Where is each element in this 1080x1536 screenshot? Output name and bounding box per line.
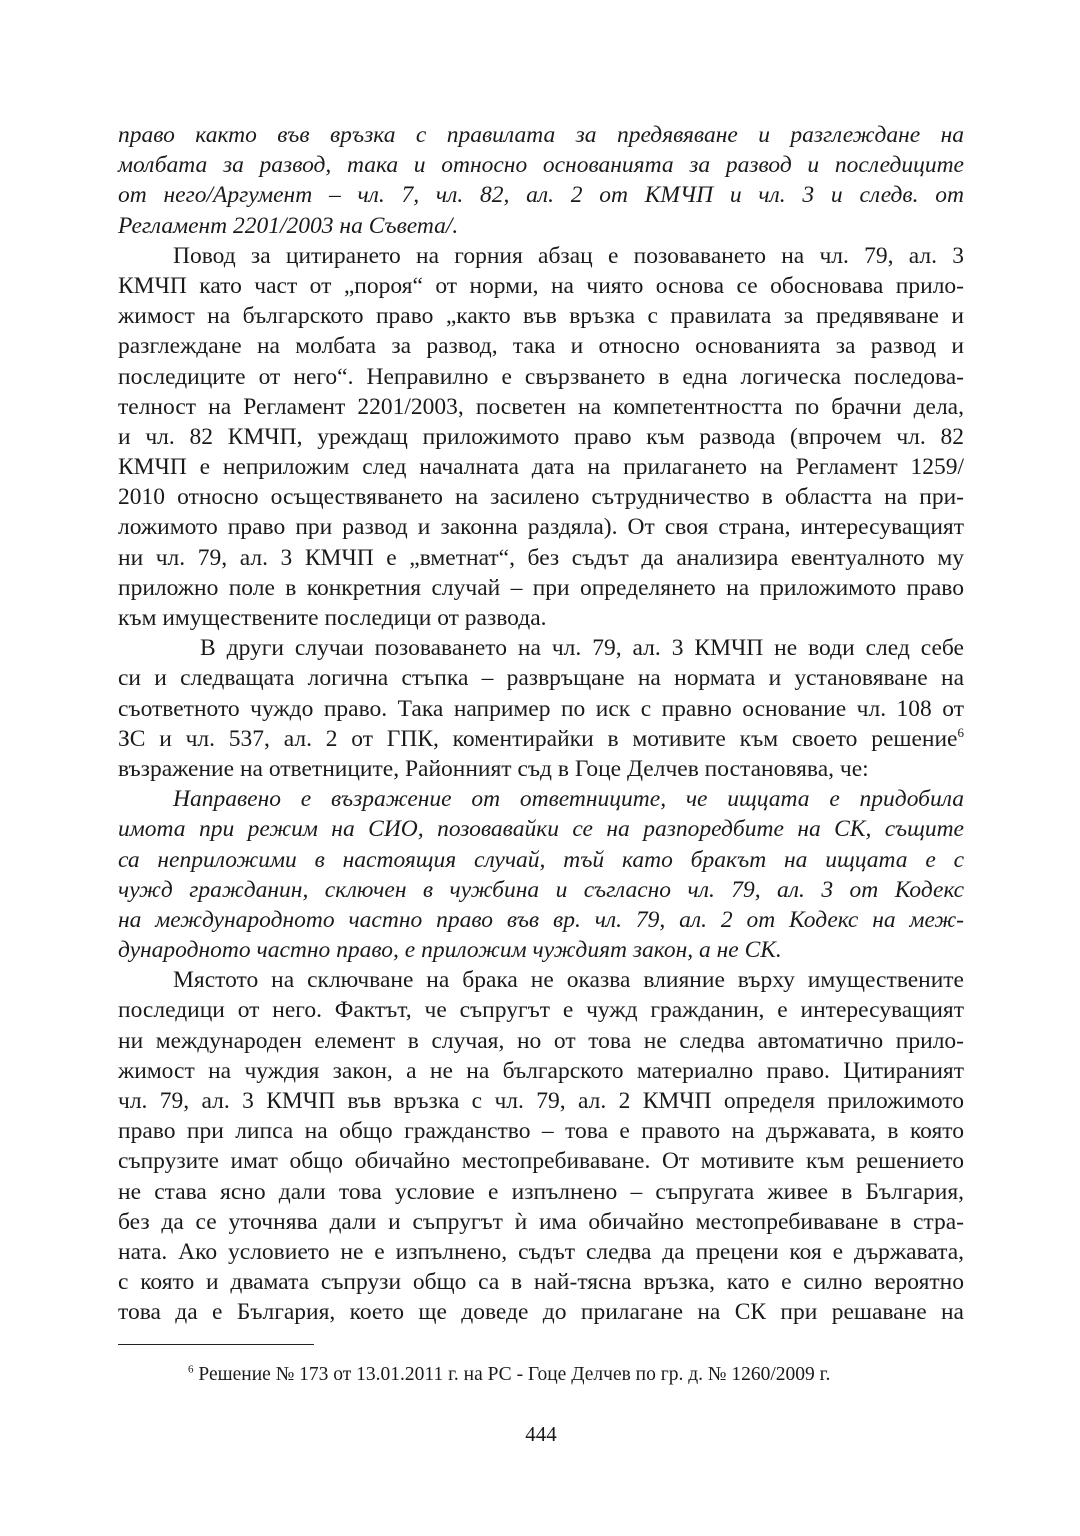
paragraph-1-line: последиците от него“. Неправилно е свързването в една логическа последова- [118, 363, 964, 390]
paragraph-2-line: си и следващата логична стъпка – развръщане на нормата и установяване на [118, 665, 964, 692]
paragraph-3-line: не става ясно дали това условие е изпълнено – съпругата живее в България, [118, 1178, 964, 1205]
paragraph-1-line: ни чл. 79, ал. 3 КМЧП е „вметнат“, без съдът да анализира евентуалното му [118, 544, 964, 571]
paragraph-1-line: ложимото право при развод и законна раздяла). От своя страна, интересуващият [118, 514, 964, 541]
paragraph-1 [118, 241, 964, 633]
paragraph-1-line: КМЧП е неприложим след началната дата на прилагането на Регламент 1259/ [118, 454, 964, 481]
paragraph-1-line: телност на Регламент 2201/2003, посветен на компетентността по брачни дела, [118, 393, 964, 420]
paragraph-3-line: ната. Ако условието не е изпълнено, съдът следва да прецени коя е държавата, [118, 1238, 964, 1265]
paragraph-1-line: и чл. 82 КМЧП, уреждащ приложимото право към развода (впрочем чл. 82 [118, 423, 964, 450]
paragraph-2 [118, 633, 964, 784]
paragraph-2-line: съответното чуждо право. Така например по иск с правно основание чл. 108 от [118, 695, 964, 722]
footnote-marker: 6 [188, 1363, 194, 1376]
paragraph-2-line [118, 724, 964, 754]
paragraph-1-line: 2010 относно осъществяването на засилено сътрудничество в областта на при- [118, 484, 964, 511]
paragraph-3-line: съпрузите имат общо обичайно местопребиваване. От мотивите към решението [118, 1148, 964, 1175]
paragraph-2-line: възражение на ответниците, Районният съд в Гоце Делчев постановява, че: [118, 755, 869, 782]
quote-1-line: право както във връзка с правилата за предявяване и разглеждане на [118, 122, 964, 148]
paragraph-3-line: с която и двамата съпрузи общо са в най-тясна връзка, като е силно вероятно [118, 1269, 964, 1296]
paragraph-1-line: разглеждане на молбата за развод, така и относно основанията за развод и [118, 333, 964, 360]
paragraph-2-line: В други случаи позоваването на чл. 79, ал. 3 КМЧП не води след себе [200, 635, 964, 662]
quote-2-line: чужд гражданин, сключен в чужбина и съгласно чл. 79, ал. 3 от Кодекс [118, 876, 964, 903]
paragraph-3-line: ни международен елемент в случая, но от това не следва автоматично прило- [118, 1027, 964, 1054]
paragraph-3-line: това да е България, което ще доведе до прилагане на СК при решаване на [118, 1299, 964, 1326]
quote-2-line: дународното частно право, е приложим чуждият закон, а не СК. [118, 937, 782, 964]
document-page [118, 120, 964, 1500]
paragraph-1-line: към имуществените последици от развода. [118, 605, 547, 631]
footnote-divider [118, 1344, 314, 1345]
paragraph-3-line: Мястото на сключване на брака не оказва влияние върху имуществените [173, 967, 964, 994]
paragraph-3 [118, 965, 964, 1327]
paragraph-1-line: КМЧП като част от „пороя“ от норми, на чиято основа се обосновава прило- [118, 272, 964, 299]
paragraph-1-line: приложно поле в конкретния случай – при определянето на приложимото право [118, 574, 964, 601]
paragraph-3-line: без да се уточнява дали и съпругът ѝ има обичайно местопребиваване в стра- [118, 1208, 964, 1235]
footnote-text: Решение № 173 от 13.01.2011 г. на РС - Гоце Делчев по гр. д. № 1260/2009 г. [198, 1364, 831, 1385]
quote-2-line: са неприложими в настоящия случай, тъй като бракът на ищцата е с [118, 846, 964, 873]
quote-1-line: Регламент 2201/2003 на Съвета/. [118, 212, 459, 239]
quote-1-line: от него/Аргумент – чл. 7, чл. 82, ал. 2 от КМЧП и чл. 3 и следв. от [118, 182, 964, 209]
paragraph-1-line: жимост на българското право „както във връзка с правилата за предявяване и [118, 303, 964, 330]
quote-1-line: молбата за развод, така и относно основанията за развод и последиците [118, 152, 964, 179]
quote-2-line: на международното частно право във вр. чл. 79, ал. 2 от Кодекс на меж- [118, 906, 964, 933]
paragraph-2-line-text: ЗС и чл. 537, ал. 2 от ГПК, коментирайки в мотивите към своето решение [118, 725, 958, 752]
quote-block-1 [118, 120, 964, 241]
footnote [188, 1363, 830, 1387]
quote-2-line: имота при режим на СИО, позовавайки се на разпоредбите на СК, същите [118, 816, 964, 843]
footnote-reference[interactable]: 6 [957, 724, 964, 740]
paragraph-3-line: чл. 79, ал. 3 КМЧП във връзка с чл. 79, ал. 2 КМЧП определя приложимото [118, 1088, 964, 1114]
paragraph-3-line: последици от него. Фактът, че съпругът е чужд гражданин, е интересуващият [118, 997, 964, 1024]
paragraph-3-line: жимост на чуждия закон, а не на българското материално право. Цитираният [118, 1057, 964, 1084]
paragraph-1-line: Повод за цитирането на горния абзац е позоваването на чл. 79, ал. 3 [173, 242, 964, 269]
page-number: 444 [525, 1422, 557, 1446]
quote-block-2 [118, 784, 964, 965]
quote-2-line: Направено е възражение от ответниците, че ищцата е придобила [173, 786, 964, 813]
paragraph-3-line: право при липса на общо гражданство – това е правото на държавата, в която [118, 1118, 964, 1145]
